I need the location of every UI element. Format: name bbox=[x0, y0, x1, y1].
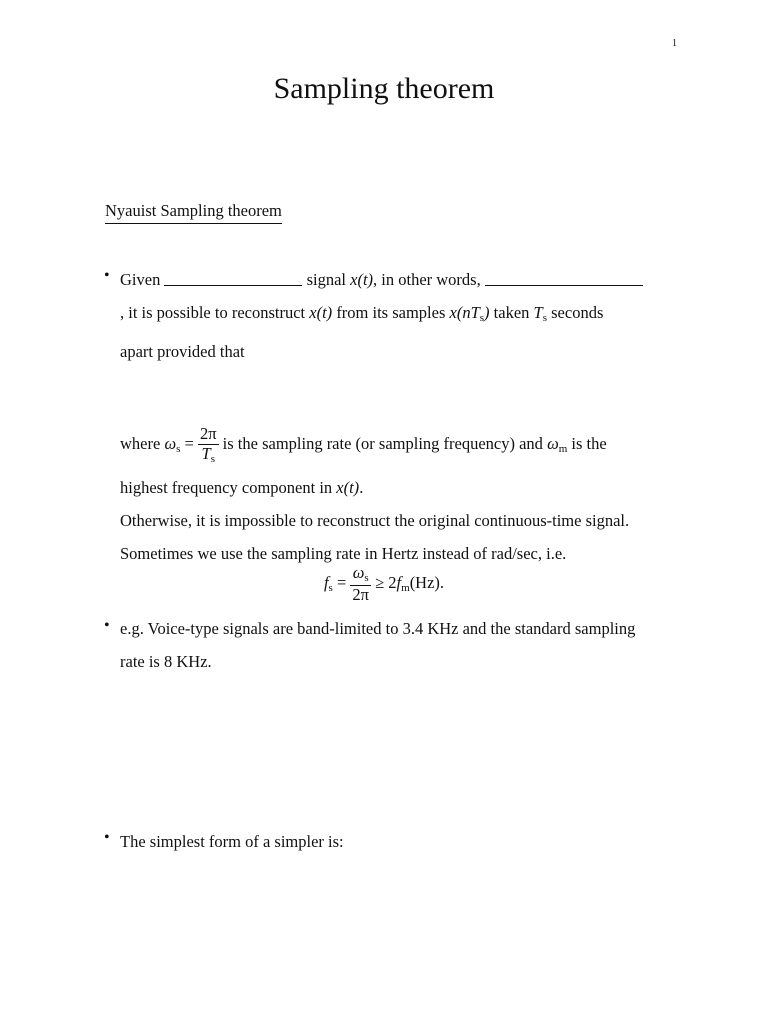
page-title: Sampling theorem bbox=[273, 72, 495, 105]
line-2: rate is 8 KHz. bbox=[120, 652, 212, 671]
text: seconds bbox=[551, 303, 604, 322]
text: ω bbox=[164, 434, 177, 453]
text: is the bbox=[571, 434, 607, 453]
math-ts bbox=[534, 303, 547, 322]
subscript: m bbox=[401, 582, 410, 595]
text: = bbox=[336, 573, 347, 593]
math-x-t: x(t) bbox=[309, 303, 333, 322]
text: , in other words, bbox=[373, 270, 481, 289]
text: highest frequency component in bbox=[120, 478, 333, 497]
text: ) bbox=[484, 303, 490, 322]
subscript: s bbox=[479, 312, 485, 324]
text: f bbox=[323, 573, 329, 593]
value-3-4: 3.4 bbox=[402, 619, 424, 638]
subscript: s bbox=[210, 452, 215, 465]
text: (Hz). bbox=[409, 573, 445, 593]
bullet-marker: • bbox=[104, 829, 110, 846]
text: KHz and the standard sampling bbox=[427, 619, 636, 638]
bullet-marker: • bbox=[104, 617, 110, 634]
subscript: s bbox=[328, 582, 333, 595]
text: T bbox=[533, 303, 543, 322]
line-4: Sometimes we use the sampling rate in Hertz instead of rad/sec, i.e. bbox=[120, 544, 567, 563]
line-2 bbox=[120, 471, 678, 504]
text: , it is possible to reconstruct bbox=[120, 303, 306, 322]
section-heading: Nyauist Sampling theorem bbox=[105, 201, 282, 224]
text: ω bbox=[352, 563, 365, 582]
text: Given bbox=[120, 270, 161, 289]
math-omega-s bbox=[164, 434, 180, 453]
subscript: m bbox=[558, 443, 568, 455]
denominator: 2π bbox=[352, 584, 369, 604]
text: from its samples bbox=[336, 303, 446, 322]
text: = bbox=[184, 434, 194, 453]
math-x-t: x(t) bbox=[350, 270, 374, 289]
fill-blank-2 bbox=[485, 269, 643, 286]
numerator bbox=[350, 564, 371, 586]
text: T bbox=[201, 443, 211, 463]
line-1: The simplest form of a simpler is: bbox=[120, 832, 344, 851]
text: ω bbox=[547, 434, 559, 453]
paragraph-given bbox=[120, 263, 678, 368]
paragraph-sampler bbox=[120, 825, 678, 858]
equation-fs bbox=[0, 564, 768, 605]
text: x(nT bbox=[449, 303, 480, 322]
subscript: s bbox=[364, 572, 369, 584]
denominator bbox=[198, 445, 219, 466]
text: f bbox=[396, 573, 402, 593]
fill-blank-1 bbox=[164, 269, 302, 286]
text: where bbox=[120, 434, 161, 453]
text: ≥ 2 bbox=[375, 573, 397, 593]
paragraph-example bbox=[120, 612, 678, 678]
text: taken bbox=[493, 303, 530, 322]
bullet-marker: • bbox=[104, 267, 110, 284]
page-number: 1 bbox=[672, 38, 677, 49]
math-x-nts bbox=[450, 303, 490, 322]
subscript: s bbox=[176, 443, 181, 455]
line-2 bbox=[120, 296, 678, 335]
math-fs bbox=[323, 573, 333, 595]
math-fm bbox=[396, 573, 410, 595]
fraction-omega-over-2pi bbox=[350, 564, 371, 605]
text: signal bbox=[306, 270, 346, 289]
math-omega-m bbox=[547, 434, 567, 453]
subscript: s bbox=[542, 312, 547, 324]
paragraph-where bbox=[120, 422, 678, 570]
line-3: Otherwise, it is impossible to reconstruct the original continuous-time signal. bbox=[120, 511, 630, 530]
line-1 bbox=[120, 422, 678, 471]
text: is the sampling rate (or sampling frequency) and bbox=[222, 434, 543, 453]
line-1 bbox=[120, 263, 678, 296]
text: e.g. Voice-type signals are band-limited to bbox=[120, 619, 399, 638]
numerator: 2π bbox=[199, 423, 217, 443]
line-1 bbox=[120, 612, 678, 645]
text: . bbox=[359, 478, 364, 497]
math-x-t: x(t) bbox=[336, 478, 360, 497]
line-3: apart provided that bbox=[120, 342, 245, 361]
fraction-2pi-over-ts bbox=[198, 425, 219, 466]
